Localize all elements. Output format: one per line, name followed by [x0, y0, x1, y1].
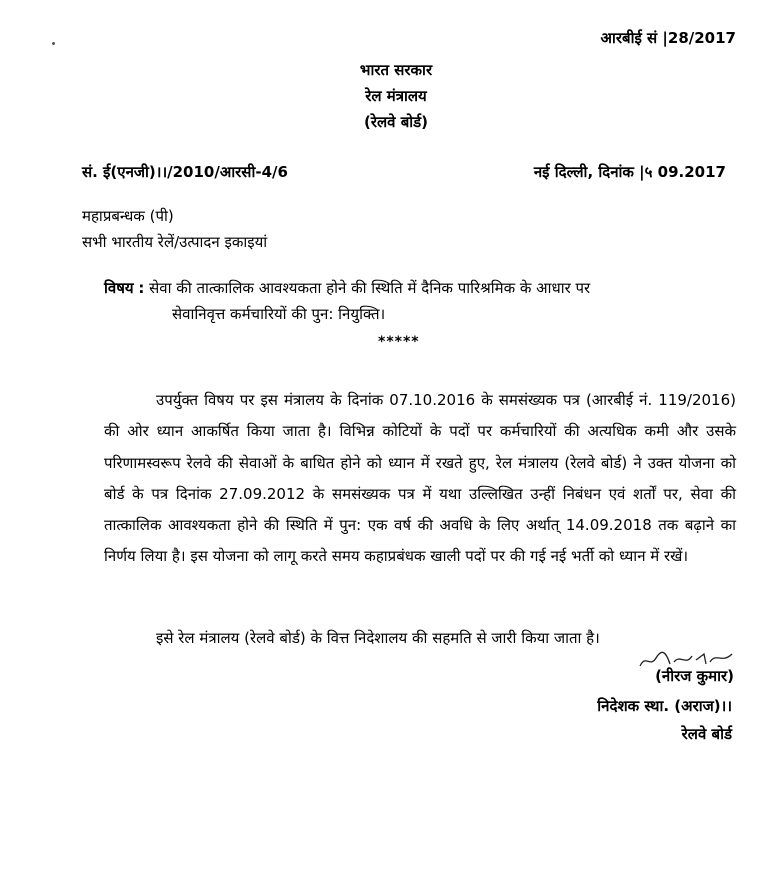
subject-text-1: सेवा की तात्कालिक आवश्यकता होने की स्थिति में दैनिक पारिश्रमिक के आधार पर [149, 279, 591, 297]
place-date: नई दिल्ली, दिनांक |५ 09.2017 [533, 163, 726, 181]
signatory-office: रेलवे बोर्ड [681, 725, 732, 743]
body-paragraph: उपर्युक्त विषय पर इस मंत्रालय के दिनांक 07.10.2016 के समसंख्यक पत्र (आरबीई नं. 119/2016) की ओर ध्यान आकर्षित किया जाता है। विभिन्न कोटियों के पदों पर कर्मचारियों की अत्यधिक कमी और उसके परिणामस्वरूप रेलवे की सेवाओं के बाधित होने को ध्यान में रखते हुए, रेल मंत्रालय (रेलवे बोर्ड) ने उक्त योजना को बोर्ड के पत्र दिनांक 27.09.2012 के समसंख्यक पत्र में यथा उल्लिखित उन्हीं निबंधन एवं शर्तों पर, सेवा की तात्कालिक आवश्यकता होने की स्थिति में पुन: एक वर्ष की अवधि के लिए अर्थात् 14.09.2018 तक बढ़ाने का निर्णय लिया है। इस योजना को लागू करते समय कहाप्रबंधक खाली पदों पर की गई नई भर्ती को ध्यान में रखें। [104, 391, 736, 566]
addressee-line-2: सभी भारतीय रेलें/उत्पादन इकाइयां [82, 233, 268, 251]
closing-line: इसे रेल मंत्रालय (रेलवे बोर्ड) के वित्त निदेशालय की सहमति से जारी किया जाता है। [156, 629, 600, 647]
subject-colon: : [138, 279, 145, 297]
subject-line-2: सेवानिवृत्त कर्मचारियों की पुन: नियुक्ति। [172, 305, 386, 323]
scan-speck [52, 42, 55, 45]
header-ministry: रेल मंत्रालय [365, 87, 427, 105]
signatory-name: (नीरज कुमार) [655, 667, 734, 685]
addressee-line-1: महाप्रबन्धक (पी) [82, 207, 174, 225]
file-number: सं. ई(एनजी)।।/2010/आरसी-4/6 [82, 163, 288, 181]
header-government: भारत सरकार [359, 61, 433, 79]
signatory-designation: निदेशक स्था. (अराज)।। [597, 697, 732, 715]
separator-stars: ***** [378, 334, 420, 350]
reference-number: आरबीई सं |28/2017 [600, 29, 736, 47]
header-board: (रेलवे बोर्ड) [363, 113, 429, 131]
subject-line-1 [104, 278, 590, 298]
subject-label: विषय [104, 279, 134, 297]
